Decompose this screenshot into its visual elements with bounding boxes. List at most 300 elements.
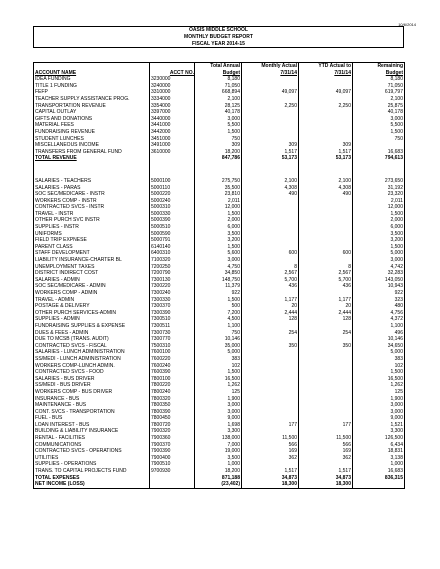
account-name-cell: MATERIAL FEES — [34, 122, 150, 129]
account-name-cell: GIFTS AND DONATIONS — [34, 116, 150, 123]
ytd-actual-cell: 2,567 — [299, 270, 353, 277]
remaining-budget-cell: 1,262 — [353, 382, 405, 389]
ytd-actual-cell: 362 — [299, 455, 353, 462]
account-name-cell: PARENT CLASS — [34, 244, 150, 251]
monthly-actual-cell: 254 — [242, 330, 299, 337]
account-name-cell: FEFP — [34, 89, 150, 96]
monthly-actual-cell: 11,500 — [242, 435, 299, 442]
school-name: OASIS MIDDLE SCHOOL — [189, 27, 248, 33]
acct-no-cell: 7900400 — [150, 455, 195, 462]
monthly-actual-cell — [242, 415, 299, 422]
expense-row — [34, 264, 405, 271]
expense-row — [34, 191, 405, 198]
ytd-actual-cell — [299, 244, 353, 251]
expense-row — [34, 382, 405, 389]
expense-row — [34, 244, 405, 251]
remaining-budget-cell: 40,178 — [353, 109, 405, 116]
ytd-actual-cell — [299, 237, 353, 244]
account-name-cell: OTHER PURCH SVC INSTR — [34, 217, 150, 224]
ytd-actual-cell: 7/31/14 — [299, 70, 353, 77]
annual-budget-cell: 125 — [195, 389, 242, 396]
annual-budget-cell: 4,500 — [195, 316, 242, 323]
annual-budget-cell: 922 — [195, 290, 242, 297]
monthly-actual-cell — [242, 323, 299, 330]
remaining-budget-cell: 323 — [353, 297, 405, 304]
annual-budget-cell: 668,894 — [195, 89, 242, 96]
ytd-actual-cell — [299, 409, 353, 416]
remaining-budget-cell: 3,138 — [353, 455, 405, 462]
expense-row — [34, 448, 405, 455]
budget-table — [33, 62, 405, 489]
monthly-actual-cell — [242, 376, 299, 383]
acct-no-cell: 7200790 — [150, 270, 195, 277]
monthly-actual-cell: 436 — [242, 283, 299, 290]
spacer-cell — [353, 162, 405, 170]
acct-no-cell: 3397000 — [150, 109, 195, 116]
ytd-actual-cell — [299, 83, 353, 90]
acct-no-cell: 5000220 — [150, 191, 195, 198]
ytd-actual-cell — [299, 369, 353, 376]
annual-budget-cell: 1,500 — [195, 129, 242, 136]
remaining-budget-cell: Remaining — [353, 63, 405, 70]
account-name-cell: WORKERS COMP - BUS DRIVER — [34, 389, 150, 396]
annual-budget-cell: 3,300 — [195, 428, 242, 435]
acct-no-cell — [150, 481, 195, 488]
ytd-actual-cell — [299, 461, 353, 468]
ytd-actual-cell — [299, 217, 353, 224]
account-name-cell: SALARIES - TEACHERS — [34, 178, 150, 185]
annual-budget-cell: Budget — [195, 70, 242, 77]
monthly-actual-cell — [242, 83, 299, 90]
annual-budget-cell: 34,850 — [195, 270, 242, 277]
expense-row — [34, 461, 405, 468]
account-name-cell: CONTRACTED SVCS - FISCAL — [34, 343, 150, 350]
annual-budget-cell: 750 — [195, 330, 242, 337]
ytd-actual-cell — [299, 356, 353, 363]
ytd-actual-cell: 177 — [299, 422, 353, 429]
remaining-budget-cell: 3,500 — [353, 231, 405, 238]
remaining-budget-cell: 126,500 — [353, 435, 405, 442]
annual-budget-cell: 1,262 — [195, 382, 242, 389]
acct-no-cell — [150, 155, 195, 162]
expense-row — [34, 316, 405, 323]
remaining-budget-cell: 18,831 — [353, 448, 405, 455]
remaining-budget-cell: 383 — [353, 356, 405, 363]
revenue-row — [34, 149, 405, 156]
annual-budget-cell: 7,000 — [195, 442, 242, 449]
remaining-budget-cell: 1,100 — [353, 323, 405, 330]
header-row-top — [34, 63, 405, 70]
account-name-cell: SALARIES - LUNCH ADMINISTRATION — [34, 349, 150, 356]
remaining-budget-cell: 6,434 — [353, 442, 405, 449]
ytd-actual-cell — [299, 396, 353, 403]
acct-no-cell: 7600390 — [150, 369, 195, 376]
spacer-cell — [353, 170, 405, 178]
remaining-budget-cell: 1,500 — [353, 129, 405, 136]
annual-budget-cell: 383 — [195, 356, 242, 363]
annual-budget-cell: 40,178 — [195, 109, 242, 116]
ytd-actual-cell — [299, 198, 353, 205]
ytd-actual-cell — [299, 257, 353, 264]
monthly-actual-cell: 309 — [242, 142, 299, 149]
revenue-row — [34, 83, 405, 90]
acct-no-cell: 7300511 — [150, 323, 195, 330]
account-name-cell: WORKERS COMP-LUNCH ADMIN. — [34, 363, 150, 370]
remaining-budget-cell: 3,000 — [353, 402, 405, 409]
ytd-actual-cell: 5,700 — [299, 277, 353, 284]
remaining-budget-cell: 3,000 — [353, 409, 405, 416]
expense-row — [34, 455, 405, 462]
ytd-actual-cell — [299, 109, 353, 116]
ytd-actual-cell: 1,517 — [299, 149, 353, 156]
acct-no-cell: 7800320 — [150, 396, 195, 403]
account-name-cell: INSURANCE - BUS — [34, 396, 150, 403]
remaining-budget-cell: 3,200 — [353, 237, 405, 244]
acct-no-cell: 7500310 — [150, 343, 195, 350]
account-name-cell: DUE TO MCSB (TRANS. AUDIT) — [34, 336, 150, 343]
revenue-row — [34, 116, 405, 123]
acct-no-cell: 7300330 — [150, 297, 195, 304]
account-name-cell: TOTAL REVENUE — [34, 155, 150, 162]
monthly-actual-cell — [242, 349, 299, 356]
remaining-budget-cell: 6,000 — [353, 224, 405, 231]
acct-no-cell: 3240000 — [150, 83, 195, 90]
monthly-actual-cell — [242, 402, 299, 409]
annual-budget-cell: (23,402) — [195, 481, 242, 488]
remaining-budget-cell: 5,000 — [353, 250, 405, 257]
remaining-budget-cell: 16,683 — [353, 468, 405, 475]
acct-no-cell: 3442000 — [150, 129, 195, 136]
spacer-cell — [150, 162, 195, 170]
expense-row — [34, 402, 405, 409]
ytd-actual-cell — [299, 290, 353, 297]
annual-budget-cell: 5,600 — [195, 250, 242, 257]
acct-no-cell: 5000310 — [150, 204, 195, 211]
expense-row — [34, 369, 405, 376]
expense-row — [34, 270, 405, 277]
remaining-budget-cell: 619,797 — [353, 89, 405, 96]
acct-no-cell: 7300240 — [150, 290, 195, 297]
remaining-budget-cell: 3,300 — [353, 428, 405, 435]
account-name-cell: TRAVEL - ADMIN — [34, 297, 150, 304]
monthly-actual-cell: 18,300 — [242, 481, 299, 488]
acct-no-cell: 7300220 — [150, 283, 195, 290]
monthly-actual-cell — [242, 116, 299, 123]
ytd-actual-cell — [299, 389, 353, 396]
monthly-actual-cell: 169 — [242, 448, 299, 455]
account-name-cell: SS/MEDI - LUNCH ADMINISTRATION — [34, 356, 150, 363]
monthly-actual-cell: 34,873 — [242, 475, 299, 482]
acct-no-cell: 5000330 — [150, 211, 195, 218]
revenue-row — [34, 103, 405, 110]
ytd-actual-cell: YTD Actual to — [299, 63, 353, 70]
monthly-actual-cell — [242, 382, 299, 389]
expense-row — [34, 257, 405, 264]
acct-no-cell: 5000100 — [150, 178, 195, 185]
monthly-actual-cell: 4,308 — [242, 185, 299, 192]
ytd-actual-cell: 53,173 — [299, 155, 353, 162]
acct-no-cell: 3334000 — [150, 96, 195, 103]
monthly-actual-cell — [242, 122, 299, 129]
ytd-actual-cell — [299, 428, 353, 435]
remaining-budget-cell: 1,500 — [353, 369, 405, 376]
expense-row — [34, 396, 405, 403]
remaining-budget-cell: 143,050 — [353, 277, 405, 284]
account-name-cell: SUPPLIES - INSTR — [34, 224, 150, 231]
annual-budget-cell: 23,810 — [195, 191, 242, 198]
account-name-cell: TRANS. TO CAPITAL PROJECTS FUND — [34, 468, 150, 475]
ytd-actual-cell: 309 — [299, 142, 353, 149]
acct-no-cell: 3230000 — [150, 76, 195, 83]
annual-budget-cell: 1,900 — [195, 396, 242, 403]
report-title-box — [33, 26, 404, 48]
remaining-budget-cell — [353, 142, 405, 149]
acct-no-cell: 3440000 — [150, 116, 195, 123]
monthly-actual-cell — [242, 136, 299, 143]
annual-budget-cell: 1,500 — [195, 297, 242, 304]
annual-budget-cell: 11,379 — [195, 283, 242, 290]
ytd-actual-cell — [299, 224, 353, 231]
monthly-actual-cell — [242, 76, 299, 83]
monthly-actual-cell: 2,567 — [242, 270, 299, 277]
monthly-actual-cell: 350 — [242, 343, 299, 350]
account-name-cell: SALARIES - BUS DRIVER — [34, 376, 150, 383]
annual-budget-cell: 1,500 — [195, 369, 242, 376]
ytd-actual-cell: 254 — [299, 330, 353, 337]
revenue-row — [34, 129, 405, 136]
acct-no-cell: 7900370 — [150, 442, 195, 449]
monthly-actual-cell: 2,250 — [242, 103, 299, 110]
annual-budget-cell: 148,750 — [195, 277, 242, 284]
account-name-cell: FUEL - BUS — [34, 415, 150, 422]
monthly-actual-cell — [242, 231, 299, 238]
expense-row — [34, 323, 405, 330]
remaining-budget-cell: 10,146 — [353, 336, 405, 343]
expense-row — [34, 428, 405, 435]
ytd-actual-cell: 436 — [299, 283, 353, 290]
monthly-actual-cell — [242, 389, 299, 396]
remaining-budget-cell: 12,000 — [353, 204, 405, 211]
ytd-actual-cell: 49,097 — [299, 89, 353, 96]
monthly-actual-cell: 2,444 — [242, 310, 299, 317]
account-name-cell: TEACHER SUPPLY ASSISTANCE PROG. — [34, 96, 150, 103]
account-name-cell: NET INCOME (LOSS) — [34, 481, 150, 488]
annual-budget-cell: 35,500 — [195, 185, 242, 192]
remaining-budget-cell: Budget — [353, 70, 405, 77]
monthly-actual-cell — [242, 396, 299, 403]
ytd-actual-cell: 1,177 — [299, 297, 353, 304]
expense-row — [34, 204, 405, 211]
remaining-budget-cell: 480 — [353, 303, 405, 310]
acct-no-cell: 3354000 — [150, 103, 195, 110]
monthly-actual-cell: 53,173 — [242, 155, 299, 162]
annual-budget-cell: 2,000 — [195, 217, 242, 224]
acct-no-cell: 7300510 — [150, 316, 195, 323]
acct-no-cell: 7900320 — [150, 428, 195, 435]
remaining-budget-cell: 1,900 — [353, 396, 405, 403]
annual-budget-cell: 12,000 — [195, 204, 242, 211]
monthly-actual-cell — [242, 96, 299, 103]
annual-budget-cell: 1,100 — [195, 323, 242, 330]
monthly-actual-cell — [242, 461, 299, 468]
remaining-budget-cell: 16,683 — [353, 149, 405, 156]
account-name-cell: UNIFORMS — [34, 231, 150, 238]
expense-row — [34, 231, 405, 238]
annual-budget-cell: 1,698 — [195, 422, 242, 429]
account-name-cell: OTHER PURCH SERVICES-ADMIN — [34, 310, 150, 317]
expense-row — [34, 389, 405, 396]
annual-budget-cell: 2,011 — [195, 198, 242, 205]
acct-no-cell: 5000390 — [150, 217, 195, 224]
annual-budget-cell: 3,500 — [195, 231, 242, 238]
acct-no-cell — [150, 475, 195, 482]
acct-no-cell: 7600220 — [150, 356, 195, 363]
remaining-budget-cell: 5,000 — [353, 349, 405, 356]
monthly-actual-cell — [242, 356, 299, 363]
annual-budget-cell: 1,500 — [195, 244, 242, 251]
expense-row — [34, 356, 405, 363]
account-name-cell: ACCOUNT NAME — [34, 70, 150, 77]
ytd-actual-cell — [299, 122, 353, 129]
expense-row — [34, 409, 405, 416]
expense-row — [34, 185, 405, 192]
remaining-budget-cell: 496 — [353, 330, 405, 337]
ytd-actual-cell — [299, 402, 353, 409]
acct-no-cell: 7800720 — [150, 422, 195, 429]
acct-no-cell: 7100320 — [150, 257, 195, 264]
remaining-budget-cell: 2,000 — [353, 217, 405, 224]
account-name-cell: FUNDRAISING SUPPLIES & EXPENSE — [34, 323, 150, 330]
revenue-row — [34, 96, 405, 103]
acct-no-cell: 3310000 — [150, 89, 195, 96]
acct-no-cell: 3451000 — [150, 136, 195, 143]
monthly-actual-cell: 490 — [242, 191, 299, 198]
account-name-cell: SOC SEC/MEDICARE - ADMIN — [34, 283, 150, 290]
annual-budget-cell: 8,180 — [195, 76, 242, 83]
remaining-budget-cell: 71,050 — [353, 83, 405, 90]
revenue-row — [34, 142, 405, 149]
monthly-actual-cell: 600 — [242, 250, 299, 257]
ytd-actual-cell — [299, 323, 353, 330]
acct-no-cell: 3491000 — [150, 142, 195, 149]
acct-no-cell — [150, 63, 195, 70]
remaining-budget-cell: 2,011 — [353, 198, 405, 205]
ytd-actual-cell: 18,300 — [299, 481, 353, 488]
expense-row — [34, 297, 405, 304]
total-revenue-row — [34, 155, 405, 162]
account-name-cell: FIELD TRIP EXPNESE — [34, 237, 150, 244]
account-name-cell: WORKERS COMP - INSTR — [34, 198, 150, 205]
account-name-cell: COMMUNICATIONS — [34, 442, 150, 449]
ytd-actual-cell: 20 — [299, 303, 353, 310]
monthly-actual-cell: 177 — [242, 422, 299, 429]
acct-no-cell: 7900390 — [150, 448, 195, 455]
ytd-actual-cell — [299, 76, 353, 83]
monthly-actual-cell — [242, 198, 299, 205]
account-name-cell: SUPPLIES - OPERATIONS — [34, 461, 150, 468]
remaining-budget-cell: 1,521 — [353, 422, 405, 429]
expense-row — [34, 349, 405, 356]
annual-budget-cell: 19,000 — [195, 448, 242, 455]
header-row-bottom — [34, 70, 405, 77]
remaining-budget-cell: 32,283 — [353, 270, 405, 277]
spacer-cell — [242, 170, 299, 178]
remaining-budget-cell: 10,943 — [353, 283, 405, 290]
expense-row — [34, 376, 405, 383]
ytd-actual-cell: 2,100 — [299, 178, 353, 185]
net-income-row — [34, 481, 405, 488]
remaining-budget-cell: 4,742 — [353, 264, 405, 271]
annual-budget-cell: 3,000 — [195, 402, 242, 409]
account-name-cell: POSTAGE & DELIVERY — [34, 303, 150, 310]
expense-row — [34, 310, 405, 317]
expense-row — [34, 442, 405, 449]
ytd-actual-cell: 34,873 — [299, 475, 353, 482]
annual-budget-cell: 102 — [195, 363, 242, 370]
remaining-budget-cell: 4,756 — [353, 310, 405, 317]
spacer-cell — [299, 162, 353, 170]
account-name-cell: MAINTENANCE - BUS — [34, 402, 150, 409]
expense-row — [34, 211, 405, 218]
remaining-budget-cell: 4,372 — [353, 316, 405, 323]
expense-row — [34, 435, 405, 442]
remaining-budget-cell: 1,500 — [353, 211, 405, 218]
annual-budget-cell: 28,125 — [195, 103, 242, 110]
annual-budget-cell: 7,200 — [195, 310, 242, 317]
account-name-cell — [34, 63, 150, 70]
remaining-budget-cell: 23,320 — [353, 191, 405, 198]
account-name-cell: TRANSPORTATION REVENUE — [34, 103, 150, 110]
acct-no-cell: 7900360 — [150, 435, 195, 442]
remaining-budget-cell: 9,000 — [353, 415, 405, 422]
ytd-actual-cell — [299, 349, 353, 356]
annual-budget-cell: 275,750 — [195, 178, 242, 185]
monthly-actual-cell — [242, 290, 299, 297]
ytd-actual-cell: 600 — [299, 250, 353, 257]
acct-no-cell: 7600100 — [150, 349, 195, 356]
remaining-budget-cell: 273,650 — [353, 178, 405, 185]
account-name-cell: LOAN INTEREST - BUS — [34, 422, 150, 429]
expense-row — [34, 363, 405, 370]
acct-no-cell: ACCT NO. — [150, 70, 195, 77]
account-name-cell: SALARIES - ADMIN — [34, 277, 150, 284]
account-name-cell: MISCELLANEOUS INCOME — [34, 142, 150, 149]
acct-no-cell: 7300370 — [150, 303, 195, 310]
ytd-actual-cell — [299, 415, 353, 422]
expense-row — [34, 303, 405, 310]
account-name-cell: SS/MEDI - BUS DRIVER — [34, 382, 150, 389]
ytd-actual-cell — [299, 336, 353, 343]
monthly-actual-cell: 362 — [242, 455, 299, 462]
remaining-budget-cell: 8,180 — [353, 76, 405, 83]
acct-no-cell: 6400310 — [150, 250, 195, 257]
account-name-cell: WORKERS COMP - ADMIN — [34, 290, 150, 297]
spacer-cell — [34, 170, 150, 178]
ytd-actual-cell: 566 — [299, 442, 353, 449]
revenue-row — [34, 122, 405, 129]
annual-budget-cell: 18,200 — [195, 468, 242, 475]
acct-no-cell: 5000110 — [150, 185, 195, 192]
expense-row — [34, 224, 405, 231]
account-name-cell: TOTAL EXPENSES — [34, 475, 150, 482]
acct-no-cell: 7800350 — [150, 402, 195, 409]
annual-budget-cell: 3,200 — [195, 237, 242, 244]
acct-no-cell: 7800450 — [150, 415, 195, 422]
expense-row — [34, 343, 405, 350]
acct-no-cell: 7800390 — [150, 409, 195, 416]
ytd-actual-cell — [299, 136, 353, 143]
total-expenses-row — [34, 475, 405, 482]
